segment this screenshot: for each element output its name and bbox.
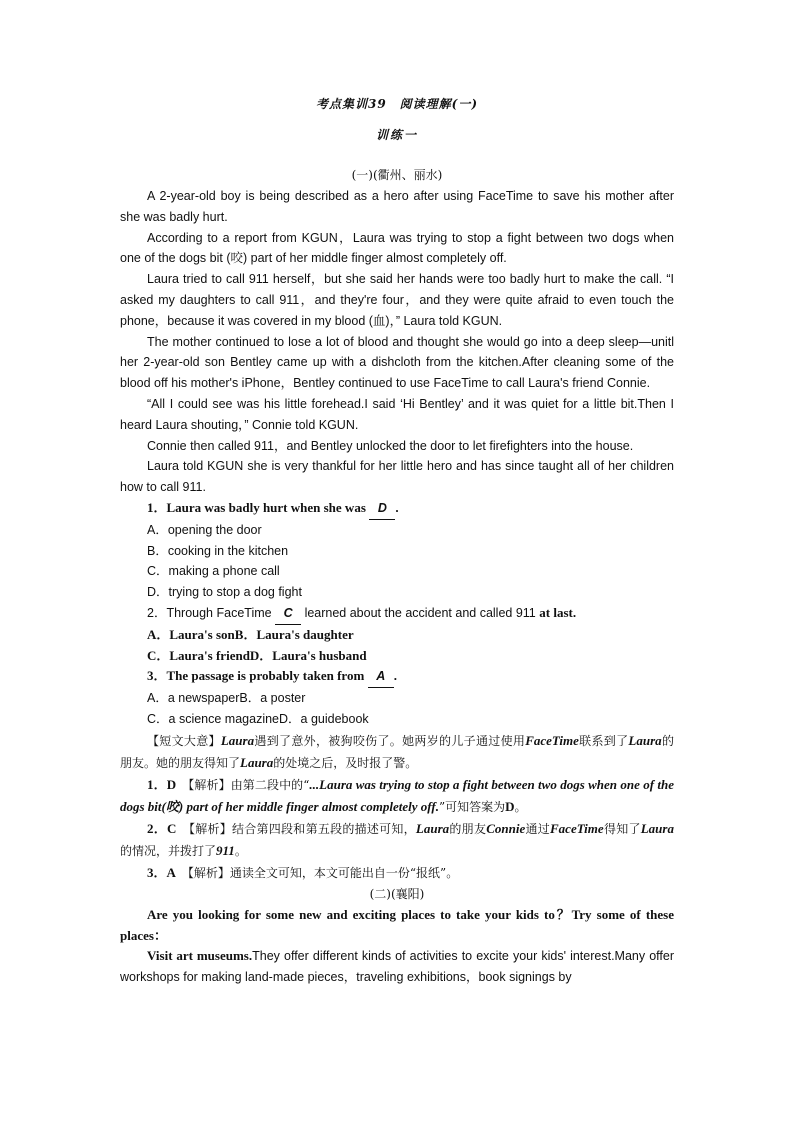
analysis-text: 通过 [525,821,551,836]
summary-text: Laura [240,754,274,770]
summary-tag: 【短文大意】 [147,733,221,748]
paragraph: A 2-year-old boy is being described as a hero after using FaceTime to save his mother after she was badly hurt. [120,189,674,224]
option: D．a guidebook [279,711,369,726]
analysis-text: 结合第四段和第五段的描述可知， [232,821,416,836]
analysis-tag: 【解析】 [187,865,230,880]
summary-text: 遇到了意外，被狗咬伤了。她两岁的儿子通过使用 [254,733,526,748]
paragraph-text: They offer different kinds of activities to excite your kids' interest.Many offer workshops for making land-made pieces，traveling exhibitions，book signings by [120,949,674,985]
question-end: . [393,668,398,684]
analysis-number: 1．D [147,776,177,792]
analysis-3 [120,862,674,884]
option: B．a poster [239,691,306,706]
option: D．trying to stop a dog fight [147,585,302,600]
paragraph [120,946,674,988]
paragraph: “All I could see was his little forehead.I said ‘Hi Bentley’ and it was quiet for a little bit.Then I heard Laura shouting，” Connie told KGUN. [120,396,674,432]
analysis-term: Laura [415,820,450,836]
analysis-number: 3．A [147,864,176,880]
analysis-term: Connie [486,820,526,836]
option: C．Laura's friend [147,647,250,663]
answer-blank: C [275,603,301,625]
option: C．a science magazine [147,711,280,726]
answer-blank: A [368,666,394,688]
option-row [120,709,674,730]
analysis-text: ”可知答案为 [438,799,506,814]
option: D．Laura's husband [249,647,367,663]
analysis-answer: D [505,798,515,814]
option: C．making a phone call [147,564,280,579]
question-rest: learned about the accident and called 911 [304,605,536,620]
option-row [120,625,674,646]
question-stem: 1．Laura was badly hurt when she was [147,499,366,515]
analysis-text: 由第二段中的“ [230,777,310,792]
option: A．opening the door [147,522,262,537]
analysis-text: 的情况，并拨打了 [120,843,217,858]
analysis-2 [120,818,674,862]
paragraph-lead: Visit art museums. [147,948,253,964]
question-1 [120,498,674,520]
option: A．a newspaper [147,691,240,706]
section-label: (二)(襄阳) [369,886,425,901]
paragraph: The mother continued to lose a lot of blood and thought she would go into a deep sleep—unitl her 2-year-old son Bentley came up with a dishcloth from the kitchen.After cleaning some of the blood off his mother's iPhone，Bentley continued to use FaceTime to call Laura's friend Connie. [120,334,674,391]
summary-text: Laura [220,732,255,748]
question-3 [120,666,674,688]
summary [120,730,674,774]
analysis-term: FaceTime [550,820,604,836]
paragraph: According to a report from KGUN，Laura was trying to stop a fight between two dogs when one of the dogs bit (咬) part of her middle finger almost completely off. [120,230,674,266]
analysis-text: 。 [514,799,527,814]
analysis-text: 的朋友 [449,821,487,836]
paragraph: Connie then called 911，and Bentley unlocked the door to let firefighters into the house. [147,438,634,453]
analysis-term: 911 [216,842,235,858]
option: B．Laura's daughter [234,626,354,642]
option-row [120,646,674,667]
summary-text: Laura [628,732,662,748]
paragraph: Laura told KGUN she is very thankful for her little hero and has since taught all of her children how to call 911. [120,459,674,495]
option-row [120,688,674,709]
page-content [120,95,674,988]
analysis-term: Laura [640,820,674,836]
summary-text: FaceTime [525,732,579,748]
analysis-1 [120,774,674,818]
summary-text: 的处境之后，及时报了警。 [273,755,418,770]
option: B．cooking in the kitchen [147,543,289,558]
analysis-number: 2．C [147,820,177,836]
section-label: (一)(衢州、丽水) [351,168,443,182]
question-2 [120,603,674,625]
summary-text: 的朋友。她的朋友得知了 [120,733,674,770]
paragraph: Are you looking for some new and exciting places to take your kids to？Try some of these places： [120,906,674,943]
question-stem: 3．The passage is probably taken from [147,668,365,684]
question-end: . [395,499,399,515]
page-title: 考点集训39 阅读理解(一) [315,97,479,111]
analysis-text: 通读全文可知，本文可能出自一份“报纸”。 [229,865,459,880]
analysis-tag: 【解析】 [188,777,231,792]
analysis-text: 。 [234,843,247,858]
analysis-text: 得知了 [603,821,641,836]
question-rest-bold: at last. [539,604,577,620]
page-subtitle: 训练一 [375,128,418,142]
paragraph: Laura tried to call 911 herself，but she said her hands were too badly hurt to make the call. “I asked my daughters to call 911，and they're four，and they were quite afraid to even touch the phone，because it was covered in my blood (血)，” Laura told KGUN. [120,272,674,328]
summary-text: 联系到了 [578,733,629,748]
answer-blank: D [369,498,395,520]
question-stem: 2．Through FaceTime [147,605,272,620]
analysis-tag: 【解析】 [188,821,232,836]
analysis-quote: ...Laura was trying to stop a fight between two dogs when one of the dogs bit(咬) part of her middle finger almost completely off. [120,776,674,814]
option: A．Laura's son [147,626,235,642]
